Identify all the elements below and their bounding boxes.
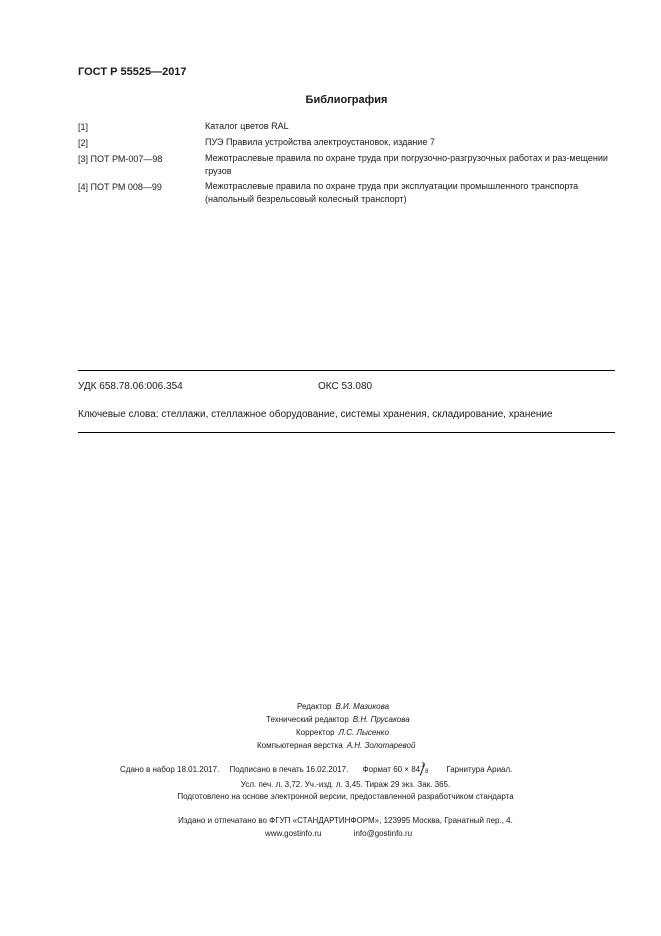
publication-line-1	[120, 765, 512, 775]
credit-name: А.Н. Золотаревой	[346, 741, 416, 750]
credit-layout	[257, 741, 415, 750]
credit-label: Редактор	[297, 702, 332, 711]
publication-line-2: Усл. печ. л. 3,72. Уч.-изд. л. 3,45. Тираж 29 экз. Зак. 365.	[240, 780, 451, 789]
publication-contacts	[265, 829, 412, 838]
ref-text: ПУЭ Правила устройства электроустановок, издание 7	[205, 137, 435, 147]
email-link[interactable]: info@gostinfo.ru	[353, 829, 413, 838]
credit-proofreader	[296, 728, 389, 737]
keywords: Ключевые слова: стеллажи, стеллажное оборудование, системы хранения, складирование, хранение	[78, 409, 553, 420]
fraction-denominator: 8	[425, 769, 429, 775]
top-divider	[78, 370, 615, 371]
credit-name: В.Н. Прусакова	[352, 715, 410, 724]
bibliography-title: Библиография	[305, 94, 388, 106]
udk-code: УДК 658.78.06:006.354	[78, 381, 183, 392]
credit-label: Корректор	[296, 728, 335, 737]
credit-name: Л.С. Лысенко	[338, 728, 389, 737]
format: Формат 60 × 84	[362, 765, 421, 775]
ref-number: [1]	[78, 122, 89, 132]
publication-line-4: Издано и отпечатано во ФГУП «СТАНДАРТИНФОРМ», 123995 Москва, Гранатный пер., 4.	[178, 816, 513, 825]
bottom-divider	[78, 432, 615, 433]
typeface: Гарнитура Ариал.	[446, 765, 513, 775]
ref-number: [3] ПОТ РМ-007—98	[78, 154, 163, 164]
ref-number: [4] ПОТ РМ 008—99	[78, 182, 162, 192]
credit-label: Компьютерная верстка	[257, 741, 343, 750]
website-link[interactable]: www.gostinfo.ru	[265, 829, 322, 838]
credit-name: В.И. Мазикова	[335, 702, 390, 711]
format-fraction	[420, 765, 430, 775]
oks-code: ОКС 53.080	[318, 381, 373, 392]
ref-text: Межотраслевые правила по охране труда при погрузочно-разгрузочных работах и раз-мещении грузов	[205, 153, 608, 176]
ref-text: Межотраслевые правила по охране труда при эксплуатации промышленного транспорта (напольный безрельсовый колесный транспорт)	[205, 181, 579, 204]
credit-editor	[297, 702, 389, 711]
ref-number: [2]	[78, 138, 89, 148]
submitted-date: Сдано в набор 18.01.2017.	[120, 765, 220, 775]
credit-tech-editor	[266, 715, 410, 724]
signed-date: Подписано в печать 16.02.2017.	[229, 765, 349, 775]
publication-line-3: Подготовлено на основе электронной версии, предоставленной разработчиком стандарта	[177, 792, 514, 801]
ref-text: Каталог цветов RAL	[205, 121, 289, 131]
credit-label: Технический редактор	[266, 715, 349, 724]
document-code: ГОСТ Р 55525—2017	[78, 66, 187, 78]
